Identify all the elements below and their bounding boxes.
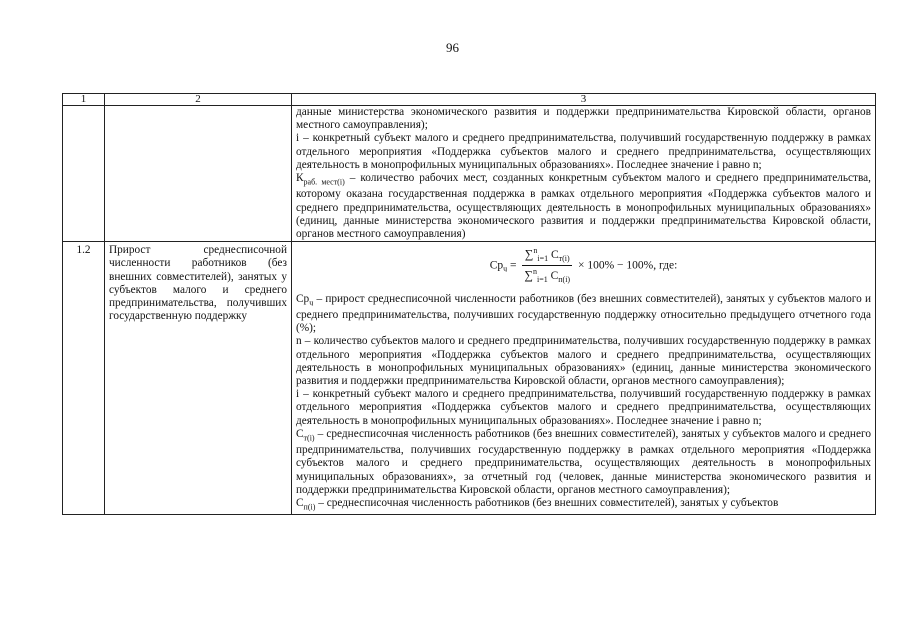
table-header-row: [63, 94, 876, 106]
formula-lhs: Ср: [489, 259, 504, 272]
paragraph: [296, 428, 871, 497]
paragraph: данные министерства экономического развития и поддержки предпринимательства Кировской области, органов местного самоуправления);: [296, 106, 871, 132]
paragraph: i – конкретный субъект малого и среднего предпринимательства, получивший государственную поддержку в рамках отдельного мероприятия «Поддержка субъектов малого и среднего предпринимательства, осуществляющих деятельность в монопрофильных муниципальных образованиях». Последнее значение i равно n;: [296, 388, 871, 427]
symbol-subscript: п(i): [303, 502, 316, 512]
formula-fraction: [522, 245, 572, 286]
paragraph: [296, 497, 871, 513]
symbol-subscript: раб. мест(i): [303, 177, 345, 187]
paragraph: i – конкретный субъект малого и среднего предпринимательства, получивший государственную поддержку в рамках отдельного мероприятия «Поддержка субъектов малого и среднего предпринимательства, осуществляющих деятельность в монопрофильных муниципальных образованиях». Последнее значение i равно n;: [296, 132, 871, 171]
row-indicator-cell: [105, 106, 292, 242]
formula-lhs-subscript: ч: [503, 264, 508, 274]
symbol: Ср: [296, 292, 310, 305]
row-num-cell: [63, 106, 105, 242]
table-row-continued: [63, 106, 876, 242]
indicators-table: [62, 93, 876, 515]
symbol: К: [296, 172, 304, 185]
formula-numerator: ∑$^n_{i=1}$ $С_{т(i)}$: [522, 245, 572, 266]
symbol: С: [296, 427, 304, 440]
page-number: 96: [446, 40, 459, 55]
formula-denominator: ∑$^n_{i=1}$ $С_{п(i)}$: [524, 267, 571, 285]
paragraph: [296, 293, 871, 336]
symbol-subscript: т(i): [303, 433, 315, 443]
definition-text: – среднесписочная численность работников (без внешних совместителей), занятых у субъектов малого и среднего предпринимательства, получивших государственную поддержку в рамках отдельного мероприятия «Поддержка субъектов малого и среднего предпринимательства, осуществляющих деятельность в монопрофильных муниципальных образованиях», за отчетный год (человек, данные министерства экономического развития и поддержки предпринимательства Кировской области, органов местного самоуправления);: [296, 427, 871, 496]
row-method-cell: [292, 106, 876, 242]
row-indicator-cell: Прирост среднесписочной численности работников (без внешних совместителей), занятых у субъектов малого и среднего предпринимательства, получивших государственную поддержку: [105, 242, 292, 514]
paragraph: [296, 172, 871, 241]
definition-text: – количество рабочих мест, созданных конкретным субъектом малого и среднего предпринимательства, которому оказана государственная поддержка в рамках отдельного мероприятия «Поддержка субъектов малого и среднего предпринимательства, осуществляющих деятельность в монопрофильных муниципальных образованиях» (единиц, данные министерства экономического развития и поддержки предпринимательства Кировской области, органов местного самоуправления): [296, 172, 871, 241]
formula: $Ср_ч$ = $\frac{\sum^n_{i=1} С_{т(i)}}{\sum^n_{i=1} С_{п(i)}}$ × 100% − 100%, где:: [489, 246, 678, 285]
paragraph: n – количество субъектов малого и среднего предпринимательства, получивших государственную поддержку в рамках отдельного мероприятия «Поддержка субъектов малого и среднего предпринимательства, осуществляющих деятельность в монопрофильных муниципальных образованиях» (единиц, данные министерства экономического развития и поддержки предпринимательства Кировской области, органов местного самоуправления);: [296, 335, 871, 387]
row-method-cell: [292, 242, 876, 514]
header-col-2: 2: [105, 94, 292, 106]
definition-text: – среднесписочная численность работников (без внешних совместителей), занятых у субъектов: [315, 497, 779, 510]
header-col-3: 3: [292, 94, 876, 106]
definition-text: – прирост среднесписочной численности работников (без внешних совместителей), занятых у субъектов малого и среднего предпринимательства, получивших государственную поддержку относительно предыдущего отчетного года (%);: [296, 292, 871, 335]
table-row-1-2: [63, 242, 876, 514]
row-num-cell: 1.2: [63, 242, 105, 514]
symbol: С: [296, 497, 304, 510]
formula-tail: × 100% − 100%, где:: [577, 259, 678, 272]
header-col-1: 1: [63, 94, 105, 106]
symbol-subscript: ч: [309, 297, 314, 307]
